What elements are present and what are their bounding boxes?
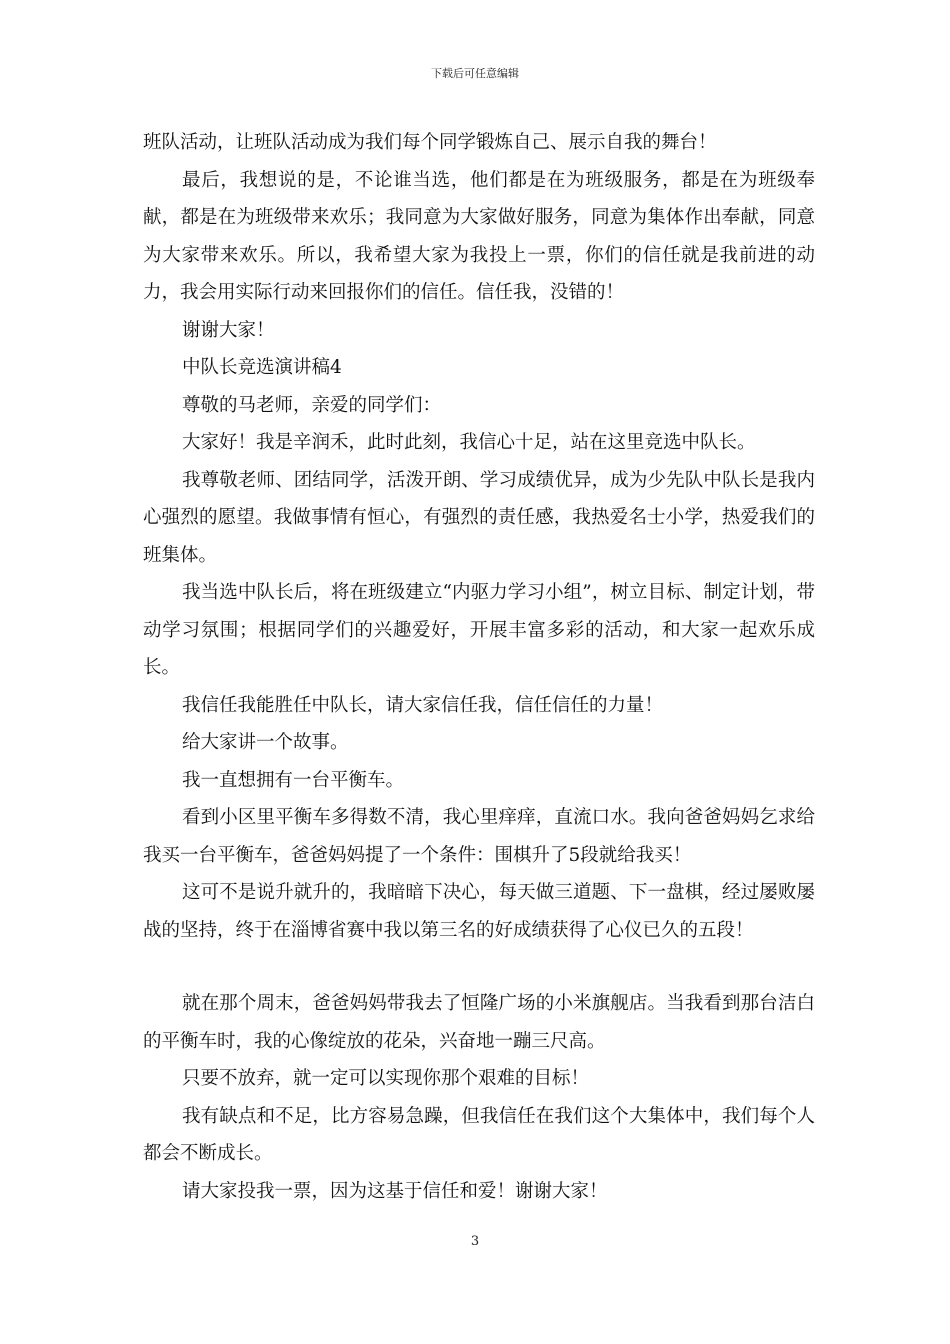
paragraph: 我信任我能胜任中队长，请大家信任我，信任信任的力量！ — [182, 694, 664, 716]
page-header: 下载后可任意编辑 — [431, 67, 519, 80]
section-title: 中队长竞选演讲稿4 — [182, 357, 342, 378]
paragraph: 我一直想拥有一台平衡车。 — [182, 769, 405, 791]
paragraph: 给大家讲一个故事。 — [182, 732, 349, 753]
paragraph: 谢谢大家！ — [182, 319, 275, 341]
paragraph: 我尊敬老师、团结同学，活泼开朗、学习成绩优异，成为少先队中队长是我内心强烈的愿望。我做事情有恒心，有强烈的责任感，我热爱名士小学，热爱我们的班集体。 — [143, 469, 815, 566]
paragraph: 我当选中队长后，将在班级建立“内驱力学习小组”，树立目标、制定计划，带动学习氛围；根据同学们的兴趣爱好，开展丰富多彩的活动，和大家一起欢乐成长。 — [143, 582, 815, 678]
paragraph: 这可不是说升就升的，我暗暗下决心，每天做三道题、下一盘棋，经过屡败屡战的坚持，终于在淄博省赛中我以第三名的好成绩获得了心仪已久的五段！ — [143, 882, 815, 941]
paragraph: 请大家投我一票，因为这基于信任和爱！谢谢大家！ — [182, 1180, 608, 1202]
page-number: 3 — [470, 1234, 480, 1249]
salutation: 尊敬的马老师，亲爱的同学们： — [182, 394, 442, 416]
blank-line — [143, 949, 815, 985]
paragraph: 班队活动，让班队活动成为我们每个同学锻炼自己、展示自我的舞台！ — [143, 132, 717, 153]
paragraph: 大家好！我是辛润禾，此时此刻，我信心十足，站在这里竞选中队长。 — [182, 432, 756, 453]
paragraph: 最后，我想说的是，不论谁当选，他们都是在为班级服务，都是在为班级奉献，都是在为班级带来欢乐；我同意为大家做好服务，同意为集体作出奉献，同意为大家带来欢乐。所以，我希望大家为我投上一票，你们的信任就是我前进的动力，我会用实际行动来回报你们的信任。信任我，没错的！ — [143, 169, 815, 303]
paragraph: 我有缺点和不足，比方容易急躁，但我信任在我们这个大集体中，我们每个人都会不断成长。 — [143, 1105, 815, 1164]
paragraph: 就在那个周末，爸爸妈妈带我去了恒隆广场的小米旗舰店。当我看到那台洁白的平衡车时，我的心像绽放的花朵，兴奋地一蹦三尺高。 — [143, 993, 815, 1052]
paragraph: 看到小区里平衡车多得数不清，我心里痒痒，直流口水。我向爸爸妈妈乞求给我买一台平衡车，爸爸妈妈提了一个条件：围棋升了5段就给我买！ — [143, 807, 815, 866]
document-body — [143, 124, 815, 1210]
paragraph: 只要不放弃，就一定可以实现你那个艰难的目标！ — [182, 1068, 590, 1089]
